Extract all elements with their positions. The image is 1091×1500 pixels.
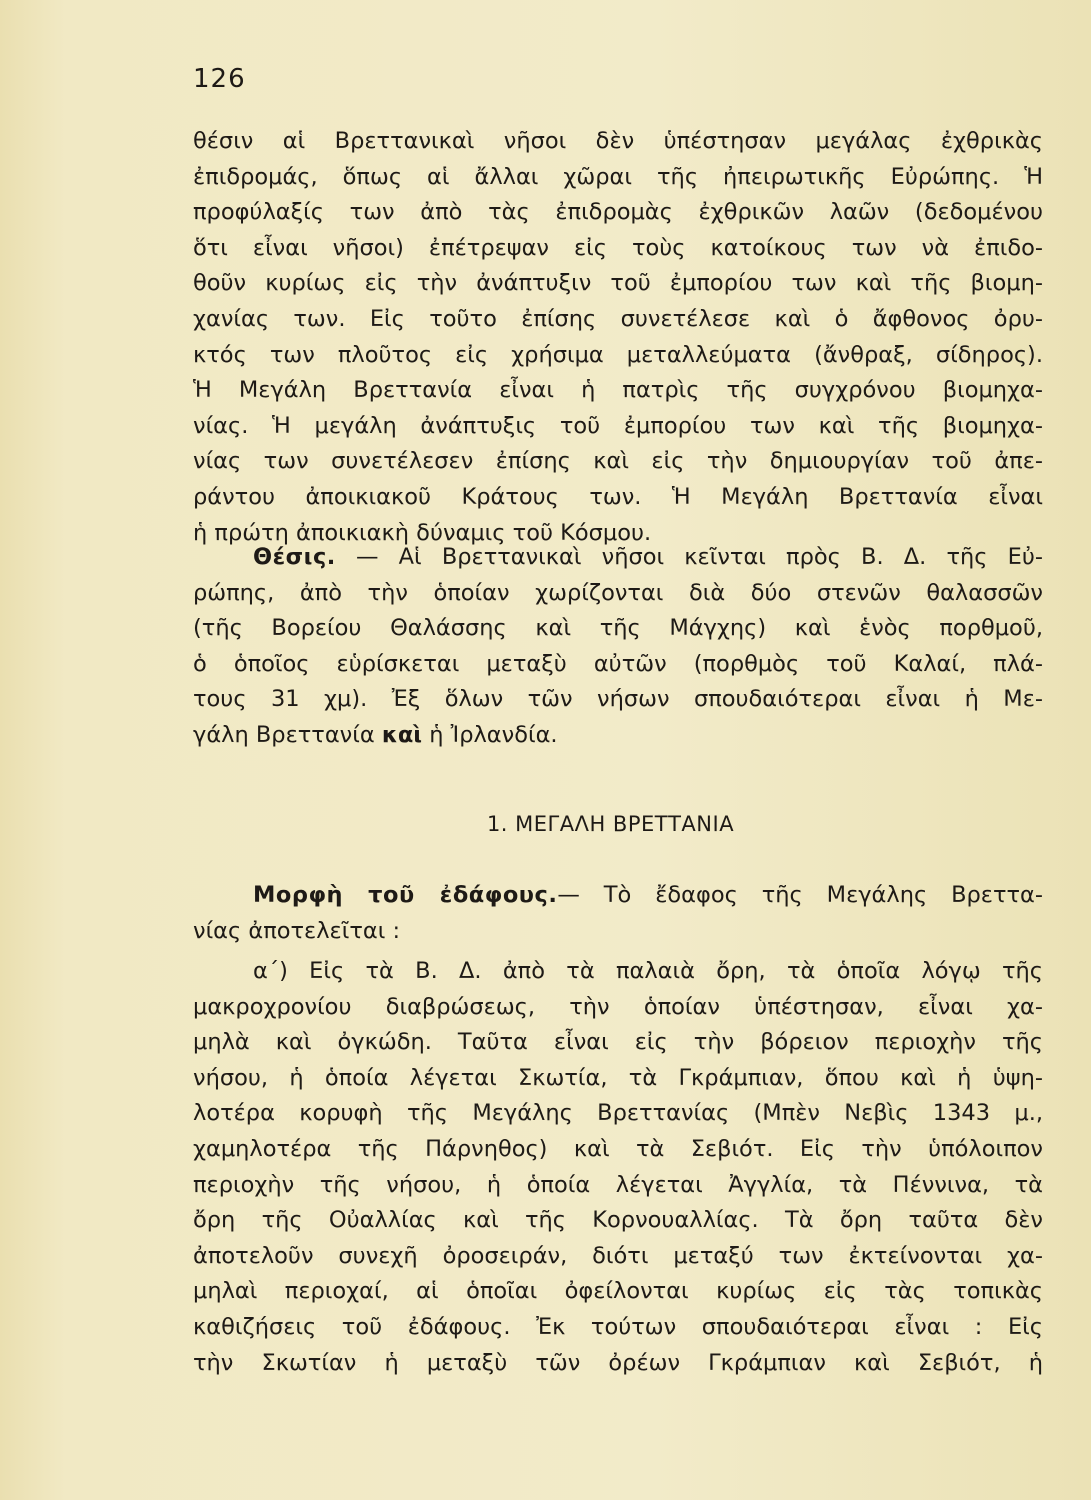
text-line: (τῆς Βορείου Θαλάσσης καὶ τῆς Μάγχης) καὶ ἑνὸς πορθμοῦ, [193, 615, 1043, 642]
text-line: νίας. Ἡ μεγάλη ἀνάπτυξις τοῦ ἐμπορίου των καὶ τῆς βιομηχα- [193, 412, 1043, 439]
list-item-a [193, 954, 1043, 1381]
chapter-heading: 1. ΜΕΓΑΛΗ ΒΡΕΤΤΑΝΙΑ [486, 812, 735, 836]
text-line: μακροχρονίου διαβρώσεως, τὴν ὁποίαν ὑπέστησαν, εἶναι χα- [193, 993, 1043, 1020]
text-line: χανίας των. Εἰς τοῦτο ἐπίσης συνετέλεσε καὶ ὁ ἄφθονος ὀρυ- [193, 305, 1043, 332]
text-fragment: — Τὸ ἔδαφος τῆς Μεγάλης Βρεττα- [557, 882, 1044, 908]
text-line: τους 31 χμ). Ἐξ ὅλων τῶν νήσων σπουδαιότεραι εἶναι ἡ Με- [193, 686, 1043, 713]
text-line: μηλαὶ περιοχαί, αἱ ὁποῖαι ὀφείλονται κυρίως εἰς τὰς τοπικὰς [193, 1278, 1043, 1305]
text-line: νίας των συνετέλεσεν ἐπίσης καὶ εἰς τὴν δημιουργίαν τοῦ ἀπε- [193, 448, 1043, 475]
text-line: Ἡ Μεγάλη Βρεττανία εἶναι ἡ πατρὶς τῆς συγχρόνου βιομηχα- [193, 377, 1043, 404]
text-line: ἐπιδρομάς, ὅπως αἱ ἄλλαι χῶραι τῆς ἠπειρωτικῆς Εὐρώπης. Ἡ [193, 163, 1043, 190]
text-line: νίας ἀποτελεῖται : [193, 917, 401, 944]
text-fragment: — Αἱ Βρεττανικαὶ νῆσοι κεῖνται πρὸς Β. Δ. τῆς Εὐ- [335, 544, 1043, 570]
section-first-line [193, 540, 1043, 576]
text-line: καθιζήσεις τοῦ ἐδάφους. Ἐκ τούτων σπουδαιότεραι εἶναι : Εἰς [193, 1313, 1043, 1340]
section-title: Μορφὴ τοῦ ἐδάφους. [253, 882, 558, 908]
text-fragment: ἡ Ἰρλανδία. [422, 721, 558, 748]
intro-paragraph [193, 124, 1043, 551]
text-line: ὄρη τῆς Οὐαλλίας καὶ τῆς Κορνουαλλίας. Τὰ ὄρη ταῦτα δὲν [193, 1207, 1043, 1234]
bold-word: καὶ [381, 721, 423, 748]
text-line [193, 718, 1043, 754]
text-fragment: γάλη Βρεττανία [193, 721, 382, 748]
text-line: μηλὰ καὶ ὀγκώδη. Ταῦτα εἶναι εἰς τὴν βόρειον περιοχὴν τῆς [193, 1029, 1043, 1056]
text-line: νήσου, ἡ ὁποία λέγεται Σκωτία, τὰ Γκράμπιαν, ὅπου καὶ ἡ ὑψη- [193, 1064, 1043, 1091]
text-line: ρώπης, ἀπὸ τὴν ὁποίαν χωρίζονται διὰ δύο στενῶν θαλασσῶν [193, 579, 1043, 606]
page-number: 126 [193, 64, 246, 94]
text-line: ἡ πρώτη ἀποικιακὴ δύναμις τοῦ Κόσμου. [193, 519, 652, 546]
text-line: α΄) Εἰς τὰ Β. Δ. ἀπὸ τὰ παλαιὰ ὄρη, τὰ ὁποῖα λόγῳ τῆς [253, 958, 1043, 984]
text-line: ὁ ὁποῖος εὑρίσκεται μεταξὺ αὐτῶν (πορθμὸς τοῦ Καλαί, πλά- [193, 650, 1043, 677]
text-line: λοτέρα κορυφὴ τῆς Μεγάλης Βρεττανίας (Μπὲν Νεβὶς 1343 μ., [193, 1100, 1043, 1127]
section-title: Θέσις. [253, 544, 336, 570]
text-line: περιοχὴν τῆς νήσου, ἡ ὁποία λέγεται Ἀγγλία, τὰ Πέννινα, τὰ [193, 1171, 1043, 1198]
text-line: ἀποτελοῦν συνεχῆ ὀροσειράν, διότι μεταξύ των ἐκτείνονται χα- [193, 1242, 1043, 1269]
text-line: προφύλαξίς των ἀπὸ τὰς ἐπιδρομὰς ἐχθρικῶν λαῶν (δεδομένου [193, 199, 1043, 226]
text-line: ὅτι εἶναι νῆσοι) ἐπέτρεψαν εἰς τοὺς κατοίκους των νὰ ἐπιδο- [193, 234, 1043, 261]
text-line: χαμηλοτέρα τῆς Πάρνηθος) καὶ τὰ Σεβιότ. Εἰς τὴν ὑπόλοιπον [193, 1135, 1043, 1162]
text-line: τὴν Σκωτίαν ἡ μεταξὺ τῶν ὀρέων Γκράμπιαν καὶ Σεβιότ, ἡ [193, 1349, 1043, 1376]
text-line: θέσιν αἱ Βρεττανικαὶ νῆσοι δὲν ὑπέστησαν μεγάλας ἐχθρικὰς [193, 128, 1043, 154]
text-line: ράντου ἀποικιακοῦ Κράτους των. Ἡ Μεγάλη Βρεττανία εἶναι [193, 483, 1043, 510]
section-first-line [193, 878, 1043, 914]
text-line: κτός των πλοῦτος εἰς χρήσιμα μεταλλεύματα (ἄνθραξ, σίδηρος). [193, 341, 1043, 368]
position-section [193, 540, 1043, 754]
relief-section [193, 878, 1043, 949]
text-line: θοῦν κυρίως εἰς τὴν ἀνάπτυξιν τοῦ ἐμπορίου των καὶ τῆς βιομη- [193, 270, 1043, 297]
